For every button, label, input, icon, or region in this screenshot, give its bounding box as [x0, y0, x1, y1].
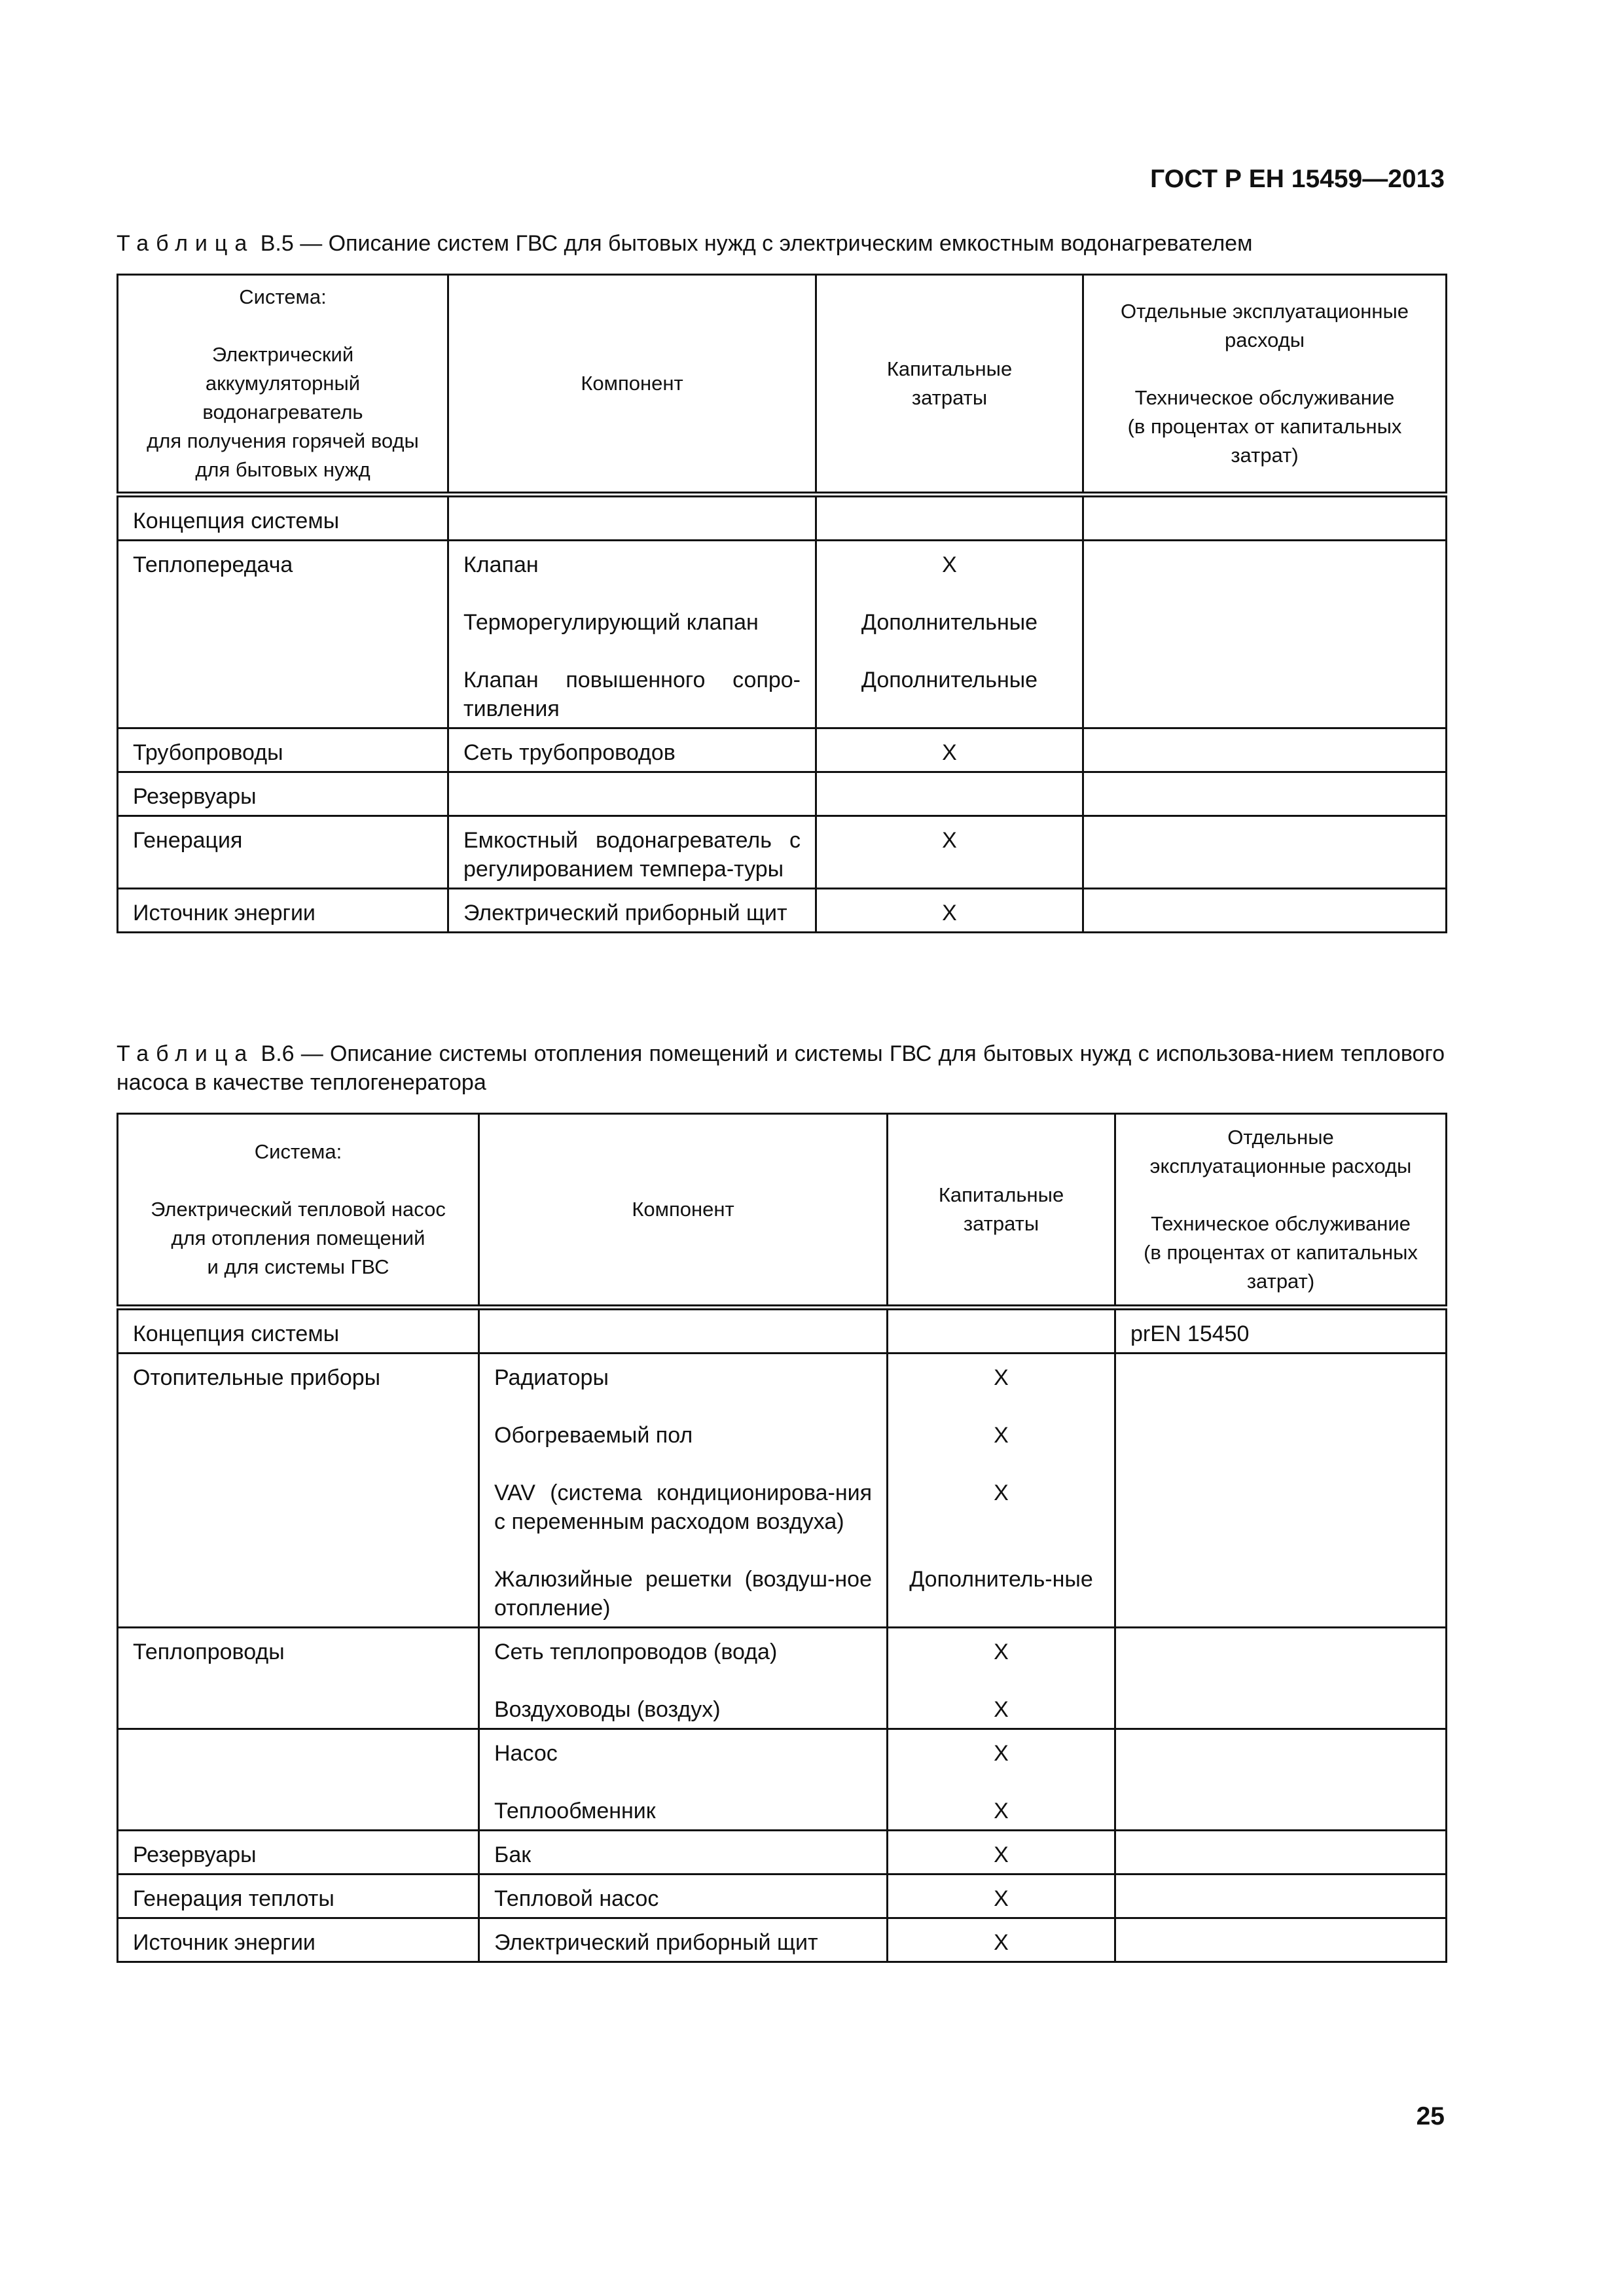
component-item: Сеть трубопроводов — [463, 740, 676, 765]
capital-cost-item: X — [994, 1799, 1009, 1823]
header-operating-cost: Отдельные эксплуатационные расходы Техническое обслуживание (в процентах от капитальных затрат) — [1115, 1114, 1447, 1308]
capital-cost-cell — [816, 495, 1083, 541]
capital-cost-item: X — [942, 740, 957, 765]
header-capital-cost: Капитальные затраты — [888, 1114, 1115, 1308]
operating-cost-cell — [1115, 1628, 1447, 1729]
component-item: VAV (система кондиционирова-ния с переменным расходом воздуха) — [494, 1480, 872, 1534]
system-cell: Источник энергии — [118, 1918, 479, 1962]
capital-cost-item: X — [942, 552, 957, 577]
operating-cost-cell — [1083, 495, 1447, 541]
table-body — [118, 495, 1447, 933]
component-cell — [448, 772, 816, 816]
capital-cost-cell — [816, 728, 1083, 772]
component-cell — [448, 728, 816, 772]
capital-cost-cell — [888, 1918, 1115, 1962]
system-cell: Отопительные приборы — [118, 1354, 479, 1628]
table-row — [118, 728, 1447, 772]
system-cell: Концепция системы — [118, 1308, 479, 1354]
component-item: Терморегулирующий клапан — [463, 610, 759, 635]
capital-cost-item: X — [994, 1640, 1009, 1664]
table-body — [118, 1308, 1447, 1962]
component-cell — [479, 1831, 888, 1874]
header-operating-cost: Отдельные эксплуатационные расходы Техническое обслуживание (в процентах от капитальных затрат) — [1083, 275, 1447, 495]
operating-cost-cell — [1115, 1729, 1447, 1831]
system-cell: Теплопередача — [118, 541, 448, 728]
component-item: Радиаторы — [494, 1365, 609, 1390]
table-row — [118, 1354, 1447, 1628]
capital-cost-item: X — [942, 828, 957, 853]
header-system: Система: Электрический тепловой насос для отопления помещений и для системы ГВС — [118, 1114, 479, 1308]
header-system: Система: Электрический аккумуляторный водонагреватель для получения горячей воды для бытовых нужд — [118, 275, 448, 495]
capital-cost-item: X — [994, 1842, 1009, 1867]
header-capital-cost: Капитальные затраты — [816, 275, 1083, 495]
operating-cost-cell — [1083, 772, 1447, 816]
system-cell: Резервуары — [118, 772, 448, 816]
capital-cost-cell — [816, 816, 1083, 889]
table-caption-b6 — [117, 1039, 1445, 1097]
document-id: ГОСТ Р ЕН 15459—2013 — [1150, 165, 1445, 193]
capital-cost-item: Дополнитель-ные — [909, 1567, 1093, 1592]
system-cell: Теплопроводы — [118, 1628, 479, 1729]
page-number: 25 — [1416, 2102, 1445, 2130]
component-item: Теплообменник — [494, 1799, 656, 1823]
component-cell — [448, 541, 816, 728]
capital-cost-cell — [816, 889, 1083, 933]
capital-cost-item: X — [942, 901, 957, 925]
operating-cost-cell — [1115, 1918, 1447, 1962]
table-row — [118, 541, 1447, 728]
table-header-row — [118, 275, 1447, 495]
capital-cost-item: X — [994, 1365, 1009, 1390]
system-cell: Генерация теплоты — [118, 1874, 479, 1918]
component-item: Бак — [494, 1842, 532, 1867]
header-component: Компонент — [479, 1114, 888, 1308]
system-cell: Трубопроводы — [118, 728, 448, 772]
capital-cost-item: X — [994, 1480, 1009, 1505]
component-item: Сеть теплопроводов (вода) — [494, 1640, 778, 1664]
table-row — [118, 772, 1447, 816]
capital-cost-cell — [888, 1308, 1115, 1354]
table-row — [118, 816, 1447, 889]
caption-text: В.6 — Описание системы отопления помещений и системы ГВС для бытовых нужд с использова-нием теплового насоса в качестве теплогенератора — [117, 1041, 1445, 1095]
capital-cost-cell — [816, 772, 1083, 816]
caption-prefix: Таблица — [117, 1041, 255, 1066]
capital-cost-item: Дополнительные — [861, 610, 1038, 635]
component-cell — [479, 1729, 888, 1831]
table-row — [118, 495, 1447, 541]
component-cell — [479, 1308, 888, 1354]
component-item: Воздуховоды (воздух) — [494, 1697, 721, 1722]
capital-cost-cell — [816, 541, 1083, 728]
component-item: Тепловой насос — [494, 1886, 659, 1911]
capital-cost-cell — [888, 1874, 1115, 1918]
table-row — [118, 889, 1447, 933]
table-row — [118, 1729, 1447, 1831]
component-item: Электрический приборный щит — [494, 1930, 818, 1955]
table-row — [118, 1874, 1447, 1918]
table-row — [118, 1308, 1447, 1354]
operating-cost-cell — [1115, 1354, 1447, 1628]
operating-cost-cell: prEN 15450 — [1115, 1308, 1447, 1354]
component-item: Клапан — [463, 552, 539, 577]
component-item: Насос — [494, 1741, 558, 1766]
capital-cost-item: X — [994, 1886, 1009, 1911]
table-row — [118, 1628, 1447, 1729]
system-cell — [118, 1729, 479, 1831]
component-cell — [448, 495, 816, 541]
operating-cost-cell — [1115, 1874, 1447, 1918]
component-item: Клапан повышенного сопро-тивления — [463, 668, 801, 721]
system-cell: Концепция системы — [118, 495, 448, 541]
capital-cost-cell — [888, 1729, 1115, 1831]
operating-cost-cell — [1083, 728, 1447, 772]
component-item: Емкостный водонагреватель с регулированием темпера-туры — [463, 828, 801, 882]
caption-prefix: Таблица — [117, 231, 255, 256]
capital-cost-item: X — [994, 1697, 1009, 1722]
capital-cost-item: X — [994, 1930, 1009, 1955]
capital-cost-cell — [888, 1628, 1115, 1729]
system-cell: Источник энергии — [118, 889, 448, 933]
component-cell — [448, 889, 816, 933]
table-row — [118, 1831, 1447, 1874]
operating-cost-cell — [1083, 889, 1447, 933]
capital-cost-item: X — [994, 1423, 1009, 1448]
table-b5 — [117, 274, 1447, 933]
table-header-row — [118, 1114, 1447, 1308]
operating-cost-cell — [1115, 1831, 1447, 1874]
component-item: Электрический приборный щит — [463, 901, 787, 925]
capital-cost-cell — [888, 1831, 1115, 1874]
system-cell: Генерация — [118, 816, 448, 889]
table-b6 — [117, 1113, 1447, 1963]
capital-cost-cell — [888, 1354, 1115, 1628]
component-cell — [479, 1628, 888, 1729]
capital-cost-item: X — [994, 1741, 1009, 1766]
table-row — [118, 1918, 1447, 1962]
header-component: Компонент — [448, 275, 816, 495]
component-item: Обогреваемый пол — [494, 1423, 693, 1448]
operating-cost-cell — [1083, 541, 1447, 728]
component-cell — [479, 1918, 888, 1962]
system-cell: Резервуары — [118, 1831, 479, 1874]
component-cell — [479, 1874, 888, 1918]
component-cell — [448, 816, 816, 889]
operating-cost-cell — [1083, 816, 1447, 889]
capital-cost-item: Дополнительные — [861, 668, 1038, 692]
component-item: Жалюзийные решетки (воздуш-ное отопление) — [494, 1567, 872, 1621]
table-caption-b5 — [117, 229, 1445, 258]
caption-text: В.5 — Описание систем ГВС для бытовых нужд с электрическим емкостным водонагревателем — [254, 231, 1253, 256]
component-cell — [479, 1354, 888, 1628]
